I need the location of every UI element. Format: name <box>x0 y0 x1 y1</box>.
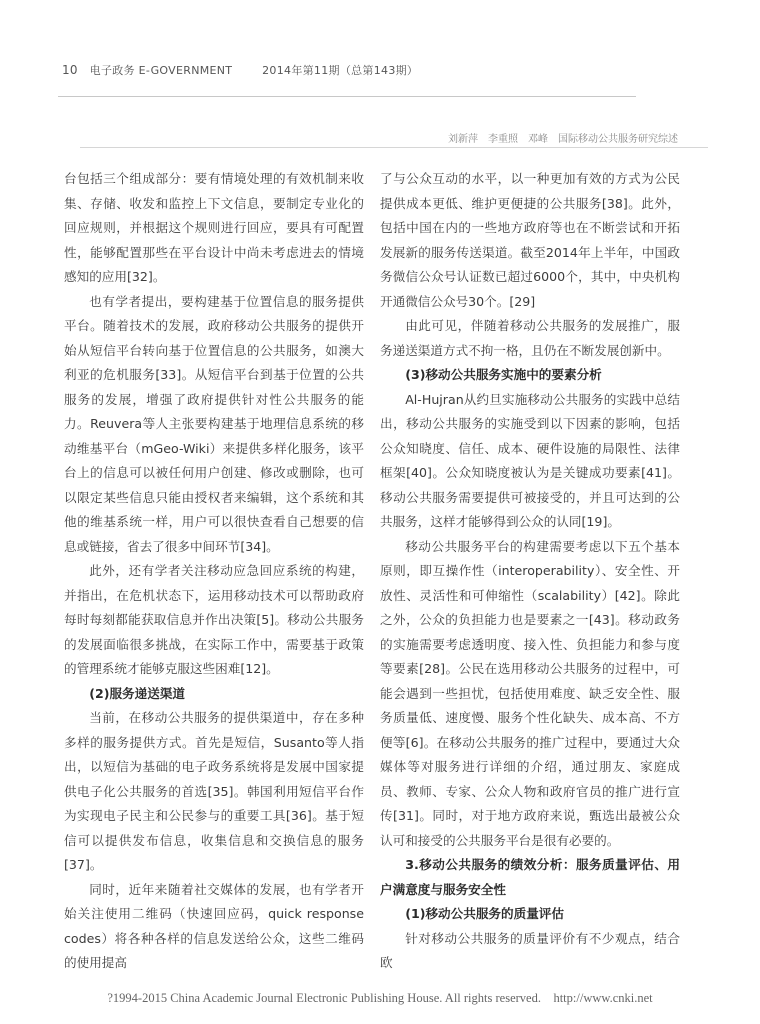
page-number: 10 <box>62 63 78 77</box>
article-rule <box>80 147 708 148</box>
left-column <box>64 167 364 976</box>
header-rule <box>58 96 636 97</box>
paragraph: Al-Hujran从约旦实施移动公共服务的实践中总结出，移动公共服务的实施受到以下因素的影响，包括公众知晓度、信任、成本、硬件设施的局限性、法律框架[40]。公众知晓度被认为是关键成功要素[41]。移动公共服务需要提供可被接受的，并且可达到的公共服务，这样才能够得到公众的认同[19]。 <box>380 391 680 529</box>
right-column <box>380 167 680 976</box>
paragraph: 也有学者提出，要构建基于位置信息的服务提供平台。随着技术的发展，政府移动公共服务的提供开始从短信平台转向基于位置信息的公共服务，如澳大利亚的危机服务[33]。从短信平台到基于位置的公共服务的发展，增强了政府提供针对性公共服务的能力。Reuvera等人主张要构建基于地理信息系统的移动维基平台（mGeo-Wiki）来提供多样化服务，该平台上的信息可以被任何用户创建、修改或删除，也可以限定某些信息只能由授权者来编辑，这个系统和其他的维基系统一样，用户可以很快查看自己想要的信息或链接，省去了很多中间环节[34]。 <box>64 293 364 554</box>
paragraph: 当前，在移动公共服务的提供渠道中，存在多种多样的服务提供方式。首先是短信，Susanto等人指出，以短信为基础的电子政务系统将是发展中国家提供电子化公共服务的首选[35]。韩国利用短信平台作为实现电子民主和公民参与的重要工具[36]。基于短信可以提供发布信息，收集信息和交换信息的服务[37]。 <box>64 710 364 872</box>
section-heading: 3.移动公共服务的绩效分析：服务质量评估、用户满意度与服务安全性 <box>380 857 680 897</box>
article-running-head: 刘新萍 李重照 邓峰 国际移动公共服务研究综述 <box>448 134 678 145</box>
paragraph: 了与公众互动的水平，以一种更加有效的方式为公民提供成本更低、维护更便捷的公共服务[38]。此外，包括中国在内的一些地方政府等也在不断尝试和开拓发展新的服务传送渠道。截至2014年上半年，中国政务微信公众号认证数已超过6000个，其中，中央机构开通微信公众号30个。[29] <box>380 171 680 309</box>
section-heading: (3)移动公共服务实施中的要素分析 <box>405 367 602 382</box>
paragraph: 移动公共服务平台的构建需要考虑以下五个基本原则，即互操作性（interoperability）、安全性、开放性、灵活性和可伸缩性（scalability）[42]。除此之外，公众的负担能力也是要素之一[43]。移动政务的实施需要考虑透明度、接入性、负担能力和参与度等要素[28]。公民在选用移动公共服务的过程中，可能会遇到一些担忧，包括使用难度、缺乏安全性、服务质量低、速度慢、服务个性化缺失、成本高、不方便等[6]。在移动公共服务的推广过程中，要通过大众媒体等对服务进行详细的介绍，通过朋友、家庭成员、教师、专家、公众人物和政府官员的推广进行宣传[31]。同时，对于地方政府来说，甄选出最被公众认可和接受的公共服务平台是很有必要的。 <box>380 538 680 848</box>
paragraph: 同时，近年来随着社交媒体的发展，也有学者开始关注使用二维码（快速回应码，quick response codes）将各种各样的信息发送给公众，这些二维码的使用提高 <box>64 881 364 970</box>
paragraph: 台包括三个组成部分：要有情境处理的有效机制来收集、存储、收发和监控上下文信息，要制定专业化的回应规则，并根据这个规则进行回应，要具有可配置性，能够配置那些在平台设计中尚未考虑进去的情境感知的应用[32]。 <box>64 171 364 284</box>
magazine-title: 电子政务 E-GOVERNMENT <box>89 64 233 77</box>
running-header <box>62 62 418 78</box>
issue-info: 2014年第11期（总第143期） <box>262 64 419 77</box>
copyright-footer: ?1994-2015 China Academic Journal Electronic Publishing House. All rights reserved. http://www.cnki.net <box>107 991 653 1005</box>
subsection-heading: (1)移动公共服务的质量评估 <box>405 906 564 921</box>
paragraph: 由此可见，伴随着移动公共服务的发展推广，服务递送渠道方式不拘一格，且仍在不断发展创新中。 <box>380 318 680 358</box>
section-heading: (2)服务递送渠道 <box>89 685 186 701</box>
paragraph: 此外，还有学者关注移动应急回应系统的构建，并指出，在危机状态下，运用移动技术可以帮助政府每时每刻都能获取信息并作出决策[5]。移动公共服务的发展面临很多挑战，在实际工作中，需要基于政策的管理系统才能够克服这些困难[12]。 <box>64 563 364 676</box>
paragraph: 针对移动公共服务的质量评价有不少观点，结合欧 <box>380 930 680 970</box>
